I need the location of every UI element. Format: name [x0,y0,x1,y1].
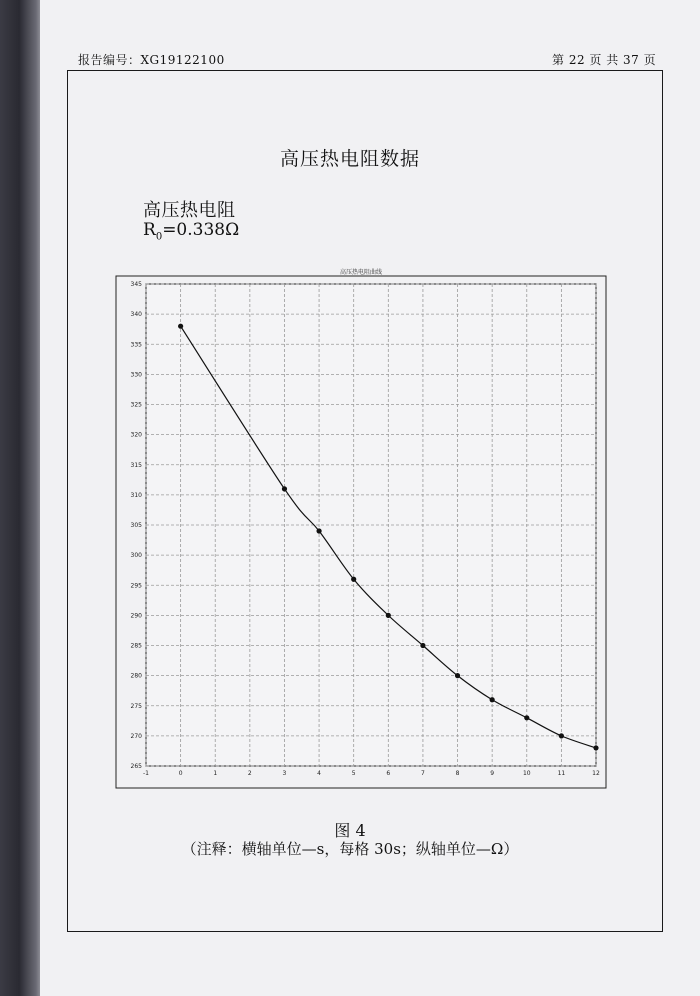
r0-subscript: 0 [155,231,163,243]
y-tick-label: 300 [130,552,142,560]
x-tick-label: 5 [351,770,356,777]
y-tick-label: 320 [130,431,142,439]
data-point [420,643,425,648]
y-tick-label: 265 [130,763,142,770]
x-tick-label: 6 [386,770,391,777]
resistor-label: 高压热电阻 [143,200,236,221]
resistance-chart [112,262,610,792]
y-tick-label: 280 [130,672,142,680]
x-tick-label: 11 [557,770,566,777]
chart-title: 高压热电阻曲线 [339,269,383,276]
data-point [593,745,598,750]
figure-caption: 图 4 [334,821,366,840]
y-tick-label: 325 [130,401,142,409]
r0-symbol: R [143,220,156,240]
y-tick-label: 305 [130,522,142,529]
x-tick-label: 10 [522,770,531,777]
report-number: 报告编号：XG19122100 [78,53,225,67]
r0-value-line [143,220,239,242]
x-tick-label: 7 [421,770,425,777]
y-tick-label: 275 [130,702,142,710]
x-tick-label: -1 [143,770,149,777]
x-tick-label: 1 [213,770,218,777]
data-point [524,715,529,720]
x-tick-label: 2 [247,770,252,777]
x-tick-label: 8 [455,770,460,777]
data-point [490,697,495,702]
y-tick-label: 270 [130,732,142,740]
data-point [455,673,460,678]
r0-value: =0.338Ω [162,220,240,240]
figure-note: （注释：横轴单位—s，每格 30s；纵轴单位—Ω） [181,840,519,858]
y-tick-label: 335 [130,341,142,349]
chart-svg [112,262,610,792]
data-point [559,733,564,738]
data-point [351,577,356,582]
y-tick-label: 330 [130,371,142,379]
page-number: 第 22 页 共 37 页 [552,53,657,67]
data-point [386,613,391,618]
x-tick-label: 3 [282,770,287,777]
y-tick-label: 290 [130,612,142,620]
x-tick-label: 12 [592,770,600,777]
page-title: 高压热电阻数据 [279,148,420,170]
x-tick-label: 9 [490,770,495,777]
y-tick-label: 315 [130,461,142,469]
y-tick-label: 295 [130,582,142,590]
y-tick-label: 345 [130,281,142,288]
x-tick-label: 0 [178,770,183,777]
x-tick-label: 4 [317,770,321,777]
data-point [282,486,287,491]
data-point [178,324,183,329]
y-tick-label: 310 [130,491,142,499]
data-point [316,528,321,533]
y-tick-label: 285 [130,642,142,650]
y-tick-label: 340 [130,311,142,319]
